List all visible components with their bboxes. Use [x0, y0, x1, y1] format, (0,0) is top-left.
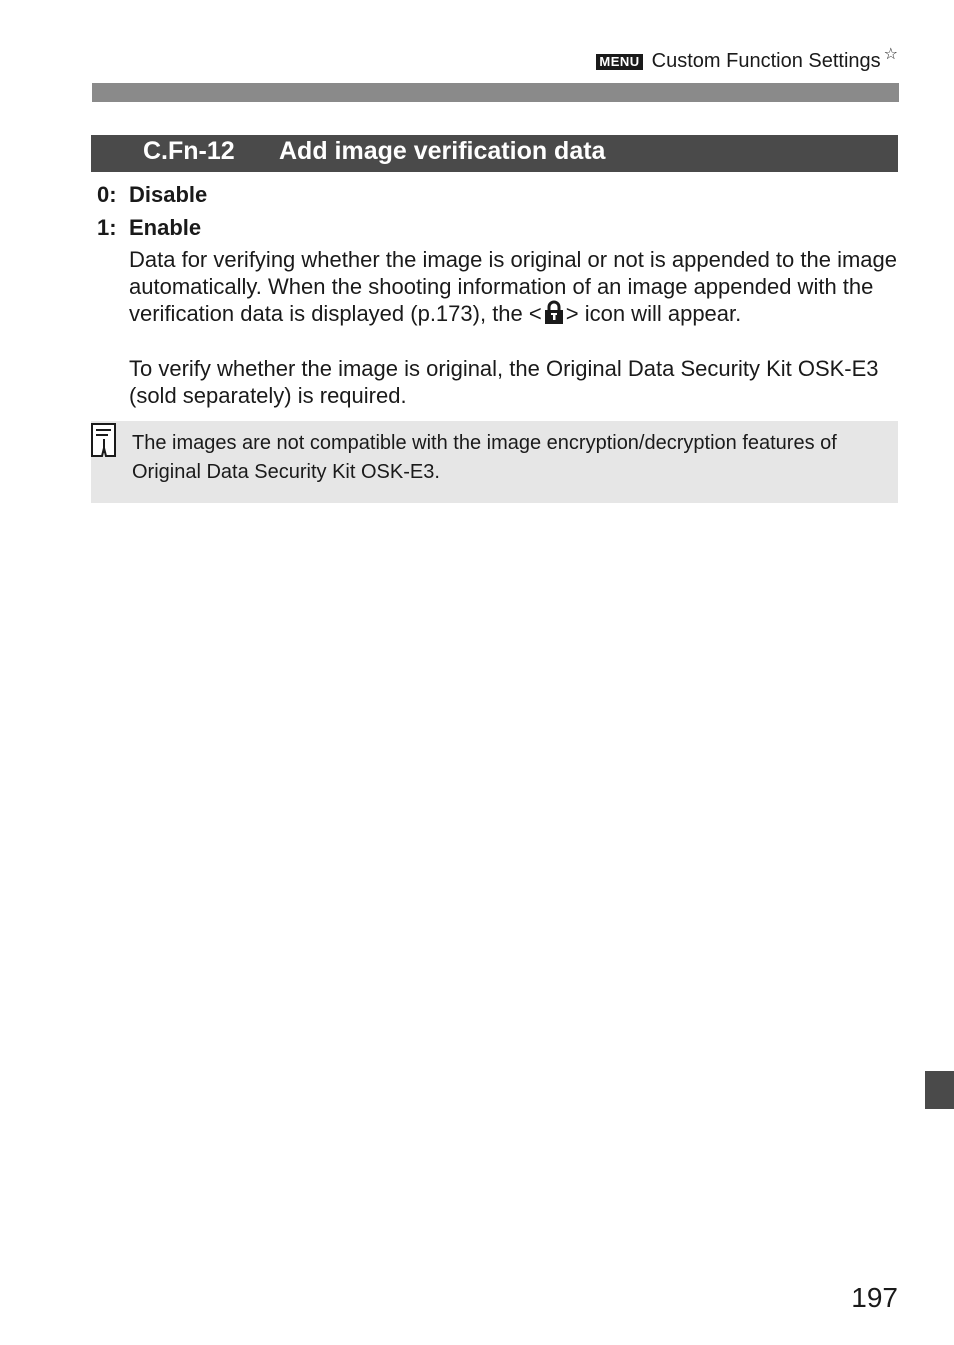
custom-function-title: Add image verification data — [279, 137, 606, 165]
custom-function-code: C.Fn-12 — [143, 137, 235, 165]
option-label: Disable — [129, 182, 208, 207]
option-number: 1: — [97, 215, 117, 240]
option-enable — [97, 214, 201, 242]
header-section-title: Custom Function Settings — [651, 50, 881, 72]
note-icon — [91, 423, 117, 462]
description-text-end: > icon will appear. — [565, 301, 742, 326]
chapter-thumb-tab — [925, 1071, 954, 1109]
menu-icon: MENU — [596, 54, 642, 70]
header-rule — [92, 83, 899, 102]
section-heading-bar — [91, 135, 898, 172]
option-disable — [97, 181, 207, 209]
page-number: 197 — [851, 1282, 898, 1313]
option-number: 0: — [97, 182, 117, 207]
lock-icon — [543, 300, 565, 330]
note-text: The images are not compatible with the image encryption/decryption features of Original Data Security Kit OSK-E3. — [132, 432, 837, 483]
option-label: Enable — [129, 215, 202, 240]
description-text-start: Data for verifying whether the image is original or not is appended to the image automatically. When the shooting information of an image appended with the verification data is displayed (p.173), the < — [129, 247, 897, 326]
enable-description — [129, 246, 899, 330]
star-icon: ☆ — [883, 46, 898, 63]
running-header — [596, 46, 898, 78]
verification-kit-description: To verify whether the image is original, the Original Data Security Kit OSK-E3 (sold separately) is required. — [129, 356, 879, 408]
note-box — [91, 421, 898, 503]
